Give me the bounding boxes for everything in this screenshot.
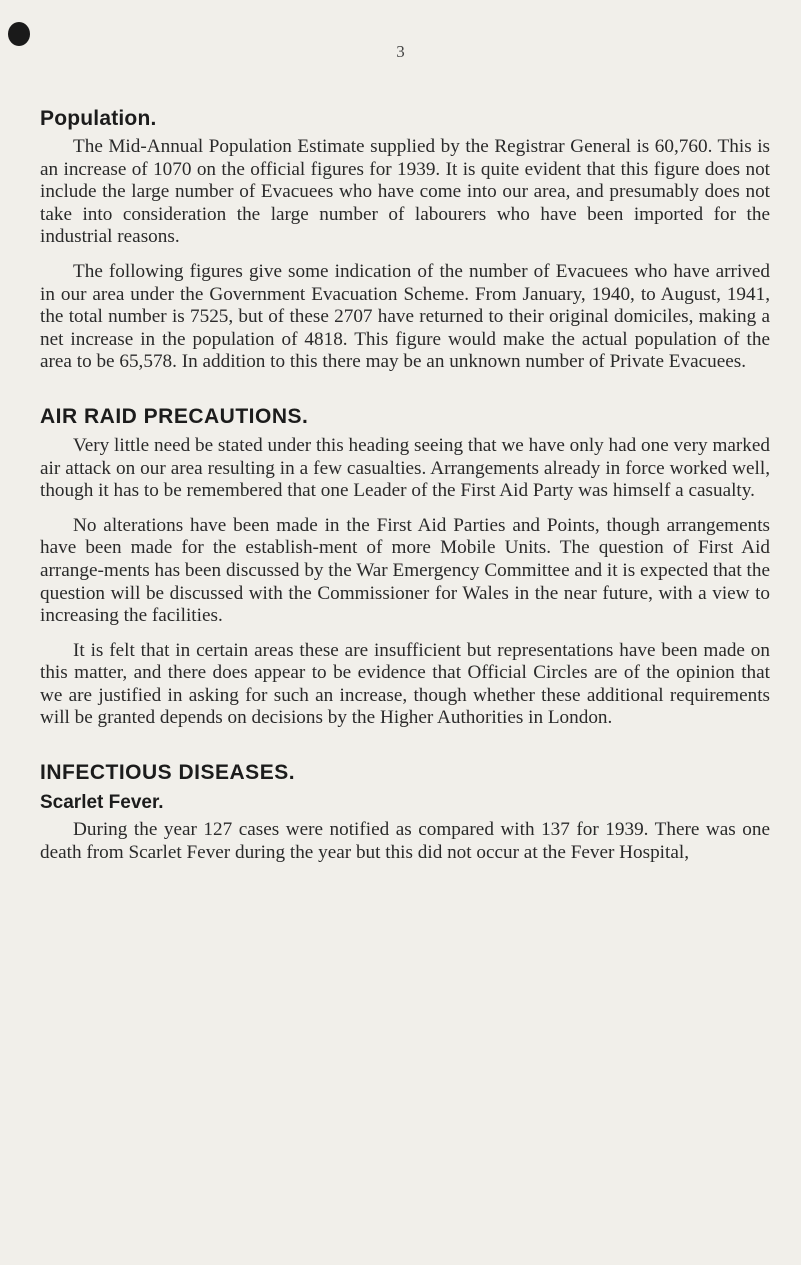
paragraph-first-aid: No alterations have been made in the First Aid Parties and Points, though arrangements have been made for the establish-ment of more Mobile Units. The question of First Aid arrange-ments has been discussed by the War Emergency Committee and it is expected that the question will be discussed with the Commissioner for Wales in the near future, with a view to increasing the facilities. xyxy=(40,514,770,627)
section-air-raid xyxy=(40,404,770,730)
section-population xyxy=(40,106,770,374)
paragraph-population-estimate: The Mid-Annual Population Estimate supplied by the Registrar General is 60,760. This is an increase of 1070 on the official figures for 1939. It is quite evident that this figure does not include the large number of Evacuees who have come into our area, and presumably does not take into consideration the large number of labourers who have been imported for the industrial reasons. xyxy=(40,136,770,248)
paragraph-scarlet-fever: During the year 127 cases were notified as compared with 137 for 1939. There was one death from Scarlet Fever during the year but this did not occur at the Fever Hospital, xyxy=(40,819,770,863)
heading-air-raid: AIR RAID PRECAUTIONS. xyxy=(40,404,309,428)
section-infectious-diseases xyxy=(40,760,770,864)
paragraph-representations: It is felt that in certain areas these are insufficient but representations have been made on this matter, and there does appear to be evidence that Official Circles are of the opinion that we are justified in asking for such an increase, though whether these additional requirements will be granted depends on decisions by the Higher Authorities in London. xyxy=(40,639,770,729)
heading-infectious-diseases: INFECTIOUS DISEASES. xyxy=(40,761,296,785)
subheading-scarlet-fever: Scarlet Fever. xyxy=(40,792,164,814)
heading-population: Population. xyxy=(40,107,157,130)
page-number: 3 xyxy=(396,42,405,61)
paragraph-air-attack: Very little need be stated under this heading seeing that we have only had one very marked air attack on our area resulting in a few casualties. Arrangements already in force worked well, though it has to be remembered that one Leader of the First Aid Party was himself a casualty. xyxy=(40,434,770,502)
paragraph-evacuees: The following figures give some indication of the number of Evacuees who have arrived in our area under the Government Evacuation Scheme. From January, 1940, to August, 1941, the total number is 7525, but of these 2707 have returned to their original domiciles, making a net increase in the population of 4818. This figure would make the actual population of the area to be 65,578. In addition to this there may be an unknown number of Private Evacuees. xyxy=(40,260,770,373)
document-body xyxy=(40,106,770,864)
